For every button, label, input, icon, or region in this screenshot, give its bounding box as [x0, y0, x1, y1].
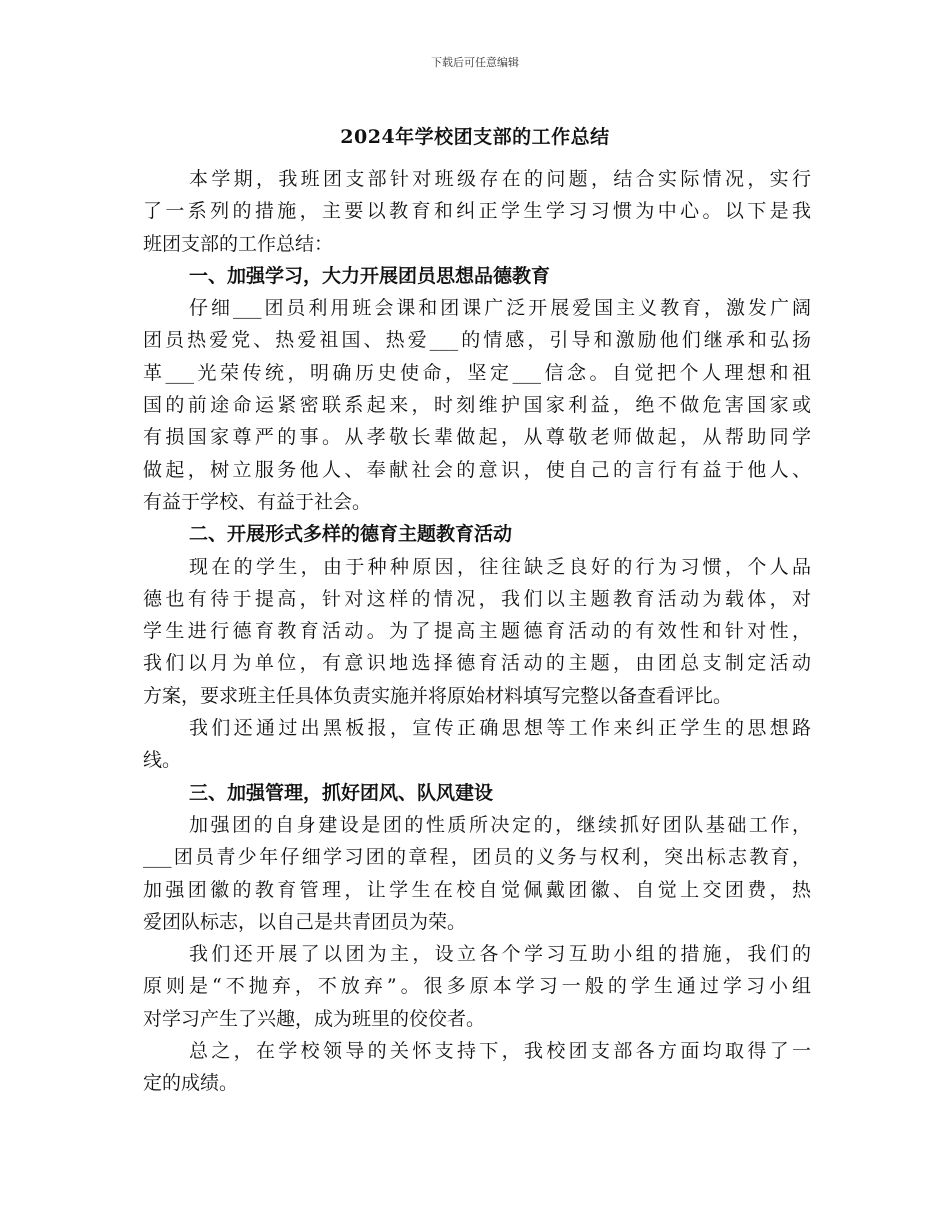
paragraph-line: 了一系列的措施，主要以教育和纠正学生学习习惯为中心。以下是我	[143, 200, 811, 223]
paragraph-line: 革___光荣传统，明确历史使命，坚定___信念。自觉把个人理想和祖	[143, 361, 811, 384]
paragraph-line: 我们还开展了以团为主，设立各个学习互助小组的措施，我们的	[189, 943, 811, 966]
paragraph-line: 仔细___团员利用班会课和团课广泛开展爱国主义教育，激发广阔	[189, 297, 811, 320]
paragraph-line: 方案，要求班主任具体负责实施并将原始材料填写完整以备查看评比。	[143, 684, 733, 707]
paragraph-line: 定的成绩。	[143, 1072, 239, 1095]
document-body	[143, 163, 811, 1100]
section-heading: 三、加强管理，抓好团风、队风建设	[189, 781, 494, 804]
paragraph-line: 我们还通过出黑板报，宣传正确思想等工作来纠正学生的思想路	[189, 717, 811, 740]
paragraph-line: 加强团的自身建设是团的性质所决定的，继续抓好团队基础工作，	[189, 813, 811, 836]
paragraph-line: 现在的学生，由于种种原因，往往缺乏良好的行为习惯，个人品	[189, 555, 811, 578]
paragraph-line: 原则是“不抛弃，不放弃”。很多原本学习一般的学生通过学习小组	[143, 975, 811, 998]
paragraph-line: 国的前途命运紧密联系起来，时刻维护国家利益，绝不做危害国家或	[143, 394, 811, 417]
paragraph-line: 学生进行德育教育活动。为了提高主题德育活动的有效性和针对性，	[143, 620, 811, 643]
paragraph-line: 线。	[143, 749, 182, 772]
paragraph-line: ___团员青少年仔细学习团的章程，团员的义务与权利，突出标志教育，	[143, 846, 811, 869]
paragraph-line: 对学习产生了兴趣，成为班里的佼佼者。	[143, 1007, 486, 1030]
section-heading: 一、加强学习，大力开展团员思想品德教育	[189, 264, 551, 287]
paragraph-line: 有益于学校、有益于社会。	[143, 490, 372, 513]
paragraph-line: 总之，在学校领导的关怀支持下，我校团支部各方面均取得了一	[189, 1040, 811, 1063]
paragraph-line: 我们以月为单位，有意识地选择德育活动的主题，由团总支制定活动	[143, 652, 811, 675]
paragraph-line: 德也有待于提高，针对这样的情况，我们以主题教育活动为载体，对	[143, 587, 811, 610]
section-heading: 二、开展形式多样的德育主题教育活动	[189, 523, 513, 546]
page-header-note: 下载后可任意编辑	[431, 56, 519, 69]
paragraph-line: 做起，树立服务他人、奉献社会的意识，使自己的言行有益于他人、	[143, 458, 811, 481]
document-title: 2024年学校团支部的工作总结	[340, 126, 610, 148]
paragraph-line: 本学期，我班团支部针对班级存在的问题，结合实际情况，实行	[189, 168, 811, 190]
paragraph-line: 爱团队标志，以自己是共青团员为荣。	[143, 910, 467, 933]
paragraph-line: 班团支部的工作总结：	[143, 232, 334, 255]
paragraph-line: 加强团徽的教育管理，让学生在校自觉佩戴团徽、自觉上交团费，热	[143, 878, 811, 901]
paragraph-line: 团员热爱党、热爱祖国、热爱___的情感，引导和激励他们继承和弘扬	[143, 329, 811, 352]
paragraph-line: 有损国家尊严的事。从孝敬长辈做起，从尊敬老师做起，从帮助同学	[143, 426, 811, 449]
